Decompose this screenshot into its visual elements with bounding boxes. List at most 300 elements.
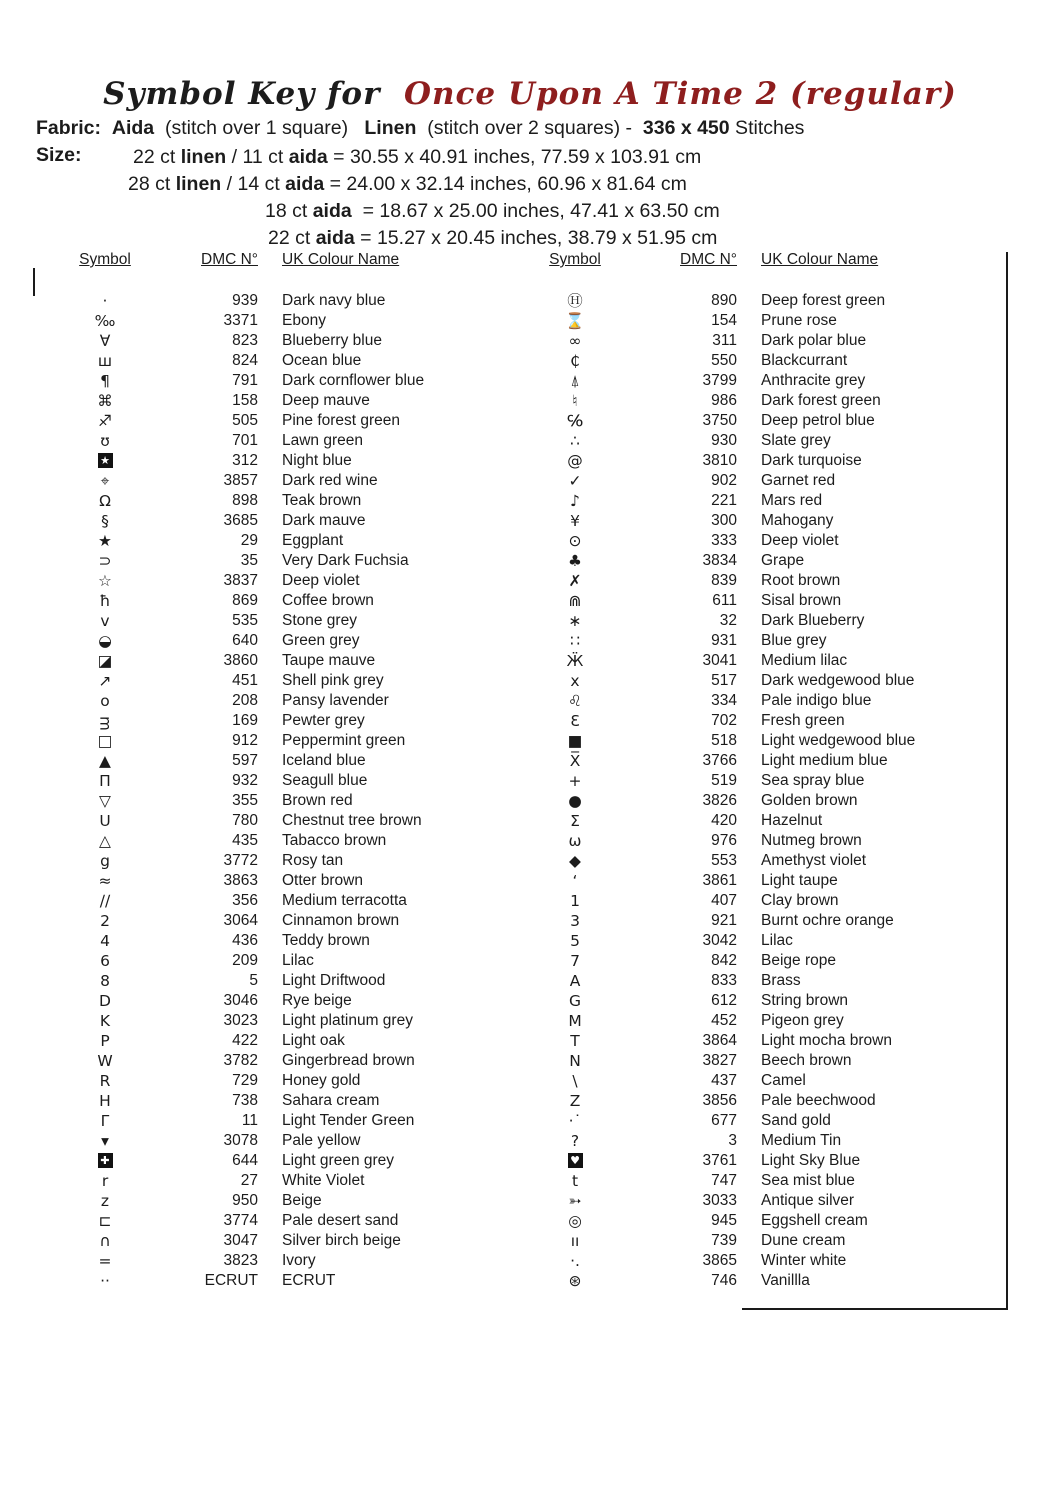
stitch-symbol: D [99, 992, 111, 1010]
dmc-number: 32 [719, 612, 737, 629]
symbol-cell [540, 1191, 610, 1211]
symbol-cell [60, 751, 150, 771]
page-title-pattern-name: Once Upon A Time 2 (regular) [392, 76, 957, 112]
symbol-cell [540, 1131, 610, 1151]
stitch-symbol: ·· [100, 1272, 110, 1290]
text-segment: / 14 ct [221, 173, 286, 195]
symbol-cell [540, 931, 610, 951]
stitch-symbol: P [100, 1032, 110, 1050]
dmc-number: 823 [232, 332, 258, 349]
key-row [540, 451, 1007, 471]
stitch-symbol: Ω [99, 492, 111, 510]
key-row [60, 871, 500, 891]
dmc-number: 3750 [702, 412, 737, 429]
stitch-symbol: ■ [567, 732, 583, 750]
stitch-symbol: 7 [570, 952, 580, 970]
symbol-cell [540, 451, 610, 471]
stitch-symbol: ♪ [570, 492, 580, 510]
stitch-symbol: ∗ [568, 612, 582, 630]
key-row [60, 551, 500, 571]
key-row [60, 831, 500, 851]
stitch-symbol: T [570, 1032, 580, 1050]
dmc-number: 3033 [702, 1192, 737, 1209]
dmc-number: 976 [711, 832, 737, 849]
stitch-symbol: ıı [570, 1232, 580, 1250]
symbol-cell [60, 551, 150, 571]
symbol-cell [60, 1251, 150, 1271]
key-row [60, 591, 500, 611]
symbol-cell [60, 771, 150, 791]
colour-name: Blackcurrant [761, 352, 848, 369]
stitch-symbol: ∀ [99, 332, 111, 350]
key-row [540, 931, 1007, 951]
text-segment: / 11 ct [226, 146, 289, 168]
symbol-cell [60, 691, 150, 711]
key-row [540, 331, 1007, 351]
colour-name: Light green grey [282, 1152, 395, 1169]
symbol-cell [540, 1251, 610, 1271]
symbol-cell [540, 991, 610, 1011]
symbol-cell [540, 1031, 610, 1051]
symbol-cell [60, 631, 150, 651]
symbol-cell [540, 831, 610, 851]
key-row [540, 1071, 1007, 1091]
stitch-symbol: ▲ [99, 752, 111, 770]
colour-name: Deep petrol blue [761, 412, 875, 429]
key-row [60, 1171, 500, 1191]
symbol-cell [540, 411, 610, 431]
colour-name: Light Driftwood [282, 972, 386, 989]
dmc-number: 950 [232, 1192, 258, 1209]
key-row [60, 731, 500, 751]
dmc-number: 3042 [702, 932, 737, 949]
key-row [540, 371, 1007, 391]
key-row [60, 1051, 500, 1071]
page-title-prefix: Symbol Key for [103, 76, 393, 112]
dmc-number: 3864 [702, 1032, 737, 1049]
colour-name: Light platinum grey [282, 1012, 413, 1029]
symbol-cell [60, 491, 150, 511]
colour-name: Light medium blue [761, 752, 888, 769]
key-row [540, 1191, 1007, 1211]
dmc-number: 890 [711, 292, 737, 309]
symbol-cell [60, 351, 150, 371]
symbol-cell [60, 711, 150, 731]
stitch-symbol: ✗ [568, 572, 582, 590]
stitch-symbol: ✚ [98, 1153, 113, 1168]
dmc-number: 333 [711, 532, 737, 549]
colour-name: Garnet red [761, 472, 836, 489]
key-row [540, 1251, 1007, 1271]
key-row [540, 691, 1007, 711]
key-row [60, 811, 500, 831]
symbol-cell [540, 731, 610, 751]
key-row [540, 951, 1007, 971]
symbol-cell [60, 1031, 150, 1051]
dmc-number: ECRUT [204, 1272, 258, 1289]
colour-name: Pansy lavender [282, 692, 389, 709]
symbol-cell [60, 471, 150, 491]
text-segment: = 18.67 x 25.00 inches, 47.41 x 63.50 cm [351, 200, 720, 222]
stitch-symbol: ★ [98, 532, 112, 550]
symbol-cell [540, 631, 610, 651]
stitch-symbol: ω [568, 832, 582, 850]
dmc-number: 912 [232, 732, 258, 749]
colour-name: Teak brown [282, 492, 362, 509]
stitch-symbol: 1 [570, 892, 580, 910]
symbol-cell [540, 1151, 610, 1171]
dmc-number: 550 [711, 352, 737, 369]
dmc-number: 311 [712, 332, 737, 349]
key-row [60, 391, 500, 411]
dmc-number: 932 [232, 772, 258, 789]
stitch-symbol: ⌖ [100, 472, 110, 490]
symbol-cell [60, 1171, 150, 1191]
key-row [540, 291, 1007, 311]
colour-name: Rye beige [282, 992, 352, 1009]
dmc-number: 611 [712, 592, 737, 609]
colour-name: Pine forest green [282, 412, 401, 429]
dmc-number: 597 [232, 752, 258, 769]
dmc-number: 921 [711, 912, 737, 929]
text-segment: (stitch over 2 squares) - [416, 117, 643, 139]
dmc-number: 209 [232, 952, 258, 969]
stitch-symbol: ∷ [570, 632, 580, 650]
col-header-colour-name: UK Colour Name [282, 251, 400, 268]
key-row [540, 311, 1007, 331]
colour-name: Sand gold [761, 1112, 831, 1129]
colour-name: Brass [761, 972, 801, 989]
colour-name: Blue grey [761, 632, 827, 649]
col-header-symbol: Symbol [79, 251, 131, 268]
colour-name: Silver birch beige [282, 1232, 401, 1249]
dmc-number: 435 [232, 832, 258, 849]
symbol-cell [60, 611, 150, 631]
dmc-number: 300 [711, 512, 737, 529]
colour-name: Deep violet [761, 532, 839, 549]
stitch-symbol: Γ [100, 1112, 110, 1130]
key-row [540, 991, 1007, 1011]
symbol-cell [540, 311, 610, 331]
colour-name: Lilac [761, 932, 793, 949]
dmc-number: 898 [232, 492, 258, 509]
key-row [540, 491, 1007, 511]
text-segment: 18 ct [265, 200, 313, 222]
text-segment: aida [312, 200, 352, 222]
key-row [540, 1151, 1007, 1171]
colour-name: Sisal brown [761, 592, 842, 609]
key-row [60, 951, 500, 971]
text-segment: 22 ct [133, 146, 181, 168]
key-row [540, 1171, 1007, 1191]
symbol-cell [540, 291, 610, 311]
dmc-number: 842 [711, 952, 737, 969]
stitch-symbol: ‘ [572, 872, 578, 890]
key-row [60, 1191, 500, 1211]
colour-name: Root brown [761, 572, 841, 589]
colour-name: Eggplant [282, 532, 344, 549]
colour-name: Pewter grey [282, 712, 365, 729]
symbol-cell [540, 1091, 610, 1111]
colour-name: Light wedgewood blue [761, 732, 916, 749]
colour-name: Lawn green [282, 432, 364, 449]
dmc-number: 869 [232, 592, 258, 609]
dmc-number: 158 [232, 392, 258, 409]
key-row [540, 1211, 1007, 1231]
symbol-cell [60, 1131, 150, 1151]
colour-name: Dune cream [761, 1232, 846, 1249]
colour-name: Dark mauve [282, 512, 366, 529]
key-row [60, 411, 500, 431]
stitch-symbol: ▾ [101, 1132, 109, 1150]
key-row [60, 751, 500, 771]
key-row [60, 1251, 500, 1271]
key-row [540, 351, 1007, 371]
symbol-cell [540, 911, 610, 931]
colour-name: Slate grey [761, 432, 831, 449]
dmc-number: 3078 [223, 1132, 258, 1149]
colour-name: Eggshell cream [761, 1212, 868, 1229]
stitch-symbol: □ [97, 732, 113, 750]
symbol-cell [540, 951, 610, 971]
colour-name: Taupe mauve [282, 652, 376, 669]
key-row [60, 1071, 500, 1091]
symbol-cell [540, 511, 610, 531]
stitch-symbol: @ [567, 452, 583, 470]
key-row [60, 671, 500, 691]
key-row [60, 771, 500, 791]
key-row [60, 931, 500, 951]
symbol-cell [60, 851, 150, 871]
dmc-number: 931 [711, 632, 737, 649]
colour-name: Beech brown [761, 1052, 852, 1069]
stitch-symbol: ⊙ [568, 532, 582, 550]
symbol-cell [60, 371, 150, 391]
key-row [540, 971, 1007, 991]
dmc-number: 3826 [702, 792, 737, 809]
stitch-symbol: g [100, 852, 110, 870]
dmc-number: 3023 [223, 1012, 258, 1029]
colour-name: Ivory [282, 1252, 316, 1269]
dmc-number: 407 [711, 892, 737, 909]
dmc-number: 422 [232, 1032, 258, 1049]
colour-name: Dark red wine [282, 472, 378, 489]
text-segment: 336 x 450 [642, 117, 730, 139]
key-row [60, 631, 500, 651]
symbol-cell [60, 1111, 150, 1131]
dmc-number: 3857 [223, 472, 258, 489]
dmc-number: 729 [232, 1072, 258, 1089]
stitch-symbol: ⊛ [568, 1272, 582, 1290]
dmc-number: 3810 [702, 452, 737, 469]
symbol-cell [540, 1271, 610, 1291]
key-row [540, 411, 1007, 431]
dmc-number: 3837 [223, 572, 258, 589]
dmc-number: 27 [240, 1172, 258, 1189]
colour-name: Ebony [282, 312, 326, 329]
symbol-cell [540, 711, 610, 731]
dmc-number: 833 [711, 972, 737, 989]
stitch-symbol: 3 [570, 912, 580, 930]
symbol-cell [540, 1171, 610, 1191]
colour-name: Chestnut tree brown [282, 812, 422, 829]
stitch-symbol: Ɛ [570, 712, 580, 730]
stitch-symbol: r [101, 1172, 109, 1190]
stitch-symbol: Σ [570, 812, 580, 830]
key-row [540, 1131, 1007, 1151]
colour-name: Night blue [282, 452, 352, 469]
stitch-symbol: W [97, 1052, 113, 1070]
dmc-number: 986 [711, 392, 737, 409]
colour-name: Brown red [282, 792, 353, 809]
key-row [540, 731, 1007, 751]
colour-name: Dark forest green [761, 392, 881, 409]
key-row [60, 1231, 500, 1251]
dmc-number: 334 [711, 692, 737, 709]
dmc-number: 3685 [223, 512, 258, 529]
stitch-symbol: 6 [100, 952, 110, 970]
colour-name: Blueberry blue [282, 332, 382, 349]
text-segment: = 24.00 x 32.14 inches, 60.96 x 81.64 cm [324, 173, 687, 195]
colour-name: Medium Tin [761, 1132, 842, 1149]
stitch-symbol: Ⓗ [567, 292, 583, 310]
stitch-symbol: § [101, 512, 109, 530]
key-row [540, 891, 1007, 911]
colour-name: Beige [282, 1192, 322, 1209]
colour-name: Deep violet [282, 572, 360, 589]
key-row [60, 711, 500, 731]
symbol-cell [540, 651, 610, 671]
key-table-header [60, 250, 500, 270]
stitch-symbol: ⋒ [568, 592, 582, 610]
dmc-number: 939 [232, 292, 258, 309]
colour-name: Shell pink grey [282, 672, 384, 689]
colour-name: Burnt ochre orange [761, 912, 894, 929]
colour-name: Sea spray blue [761, 772, 865, 789]
key-row [540, 611, 1007, 631]
col-header-symbol: Symbol [549, 251, 601, 268]
symbol-cell [540, 571, 610, 591]
colour-name: Pigeon grey [761, 1012, 844, 1029]
symbol-cell [60, 1091, 150, 1111]
stitch-symbol: Z [569, 1092, 581, 1110]
colour-name: Golden brown [761, 792, 858, 809]
key-row [60, 491, 500, 511]
key-row [540, 711, 1007, 731]
key-row [60, 1211, 500, 1231]
symbol-cell [540, 691, 610, 711]
stitch-symbol: = [98, 1252, 112, 1270]
stitch-symbol: 4 [100, 932, 110, 950]
stitch-symbol: ∞ [568, 332, 582, 350]
symbol-cell [540, 671, 610, 691]
symbol-cell [540, 1111, 610, 1131]
symbol-cell [540, 331, 610, 351]
colour-name: Hazelnut [761, 812, 823, 829]
dmc-number: 5 [249, 972, 258, 989]
stitch-symbol: ·˙ [568, 1112, 582, 1130]
text-segment: linen [175, 173, 222, 195]
colour-name: Pale desert sand [282, 1212, 399, 1229]
stitch-symbol: A [569, 972, 581, 990]
key-row [540, 431, 1007, 451]
col-header-colour-name: UK Colour Name [761, 251, 879, 268]
key-row [60, 791, 500, 811]
dmc-number: 945 [711, 1212, 737, 1229]
colour-name: Seagull blue [282, 772, 368, 789]
dmc-number: 519 [711, 772, 737, 789]
colour-name: Medium terracotta [282, 892, 407, 909]
dmc-number: 208 [232, 692, 258, 709]
dmc-number: 3 [728, 1132, 737, 1149]
key-row [60, 451, 500, 471]
key-row [60, 911, 500, 931]
key-row [540, 1091, 1007, 1111]
colour-name: Winter white [761, 1252, 847, 1269]
symbol-cell [540, 491, 610, 511]
symbol-cell [540, 1051, 610, 1071]
dmc-number: 839 [711, 572, 737, 589]
dmc-number: 644 [232, 1152, 258, 1169]
stitch-symbol: ♮ [572, 392, 578, 410]
stitch-symbol: G [568, 992, 581, 1010]
stitch-symbol: ↗ [98, 672, 112, 690]
symbol-cell [60, 311, 150, 331]
key-row [540, 751, 1007, 771]
symbol-cell [60, 1191, 150, 1211]
colour-name: Tabacco brown [282, 832, 387, 849]
dmc-number: 3772 [223, 852, 258, 869]
symbol-cell [60, 791, 150, 811]
stitch-symbol: ᴠ [100, 612, 110, 630]
page-title [0, 76, 1060, 112]
stitch-symbol: 5 [570, 932, 580, 950]
key-row [60, 471, 500, 491]
symbol-cell [540, 971, 610, 991]
dmc-number: 701 [232, 432, 258, 449]
colour-name: Mahogany [761, 512, 834, 529]
colour-name: Nutmeg brown [761, 832, 862, 849]
stitch-symbol: ➳ [568, 1192, 582, 1210]
key-row [60, 971, 500, 991]
symbol-cell [60, 511, 150, 531]
size-label: Size: [36, 144, 82, 166]
dmc-number: 739 [711, 1232, 737, 1249]
symbol-cell [60, 811, 150, 831]
dmc-number: 553 [711, 852, 737, 869]
colour-name: Coffee brown [282, 592, 374, 609]
key-row [540, 651, 1007, 671]
dmc-number: 535 [232, 612, 258, 629]
dmc-number: 221 [711, 492, 737, 509]
key-row [540, 1231, 1007, 1251]
stitch-symbol: ∩ [99, 1232, 111, 1250]
symbol-cell [540, 851, 610, 871]
stitch-symbol: ♥ [568, 1153, 583, 1168]
dmc-number: 356 [232, 892, 258, 909]
key-row [540, 1271, 1007, 1291]
key-row [540, 391, 1007, 411]
dmc-number: 3774 [223, 1212, 258, 1229]
colour-name: Grape [761, 552, 805, 569]
dmc-number: 3823 [223, 1252, 258, 1269]
dmc-number: 3064 [223, 912, 258, 929]
stitch-symbol: ? [570, 1132, 580, 1150]
dmc-number: 780 [232, 812, 258, 829]
colour-name: Dark Blueberry [761, 612, 865, 629]
stitch-symbol: ⊃ [98, 552, 112, 570]
colour-name: Teddy brown [282, 932, 370, 949]
